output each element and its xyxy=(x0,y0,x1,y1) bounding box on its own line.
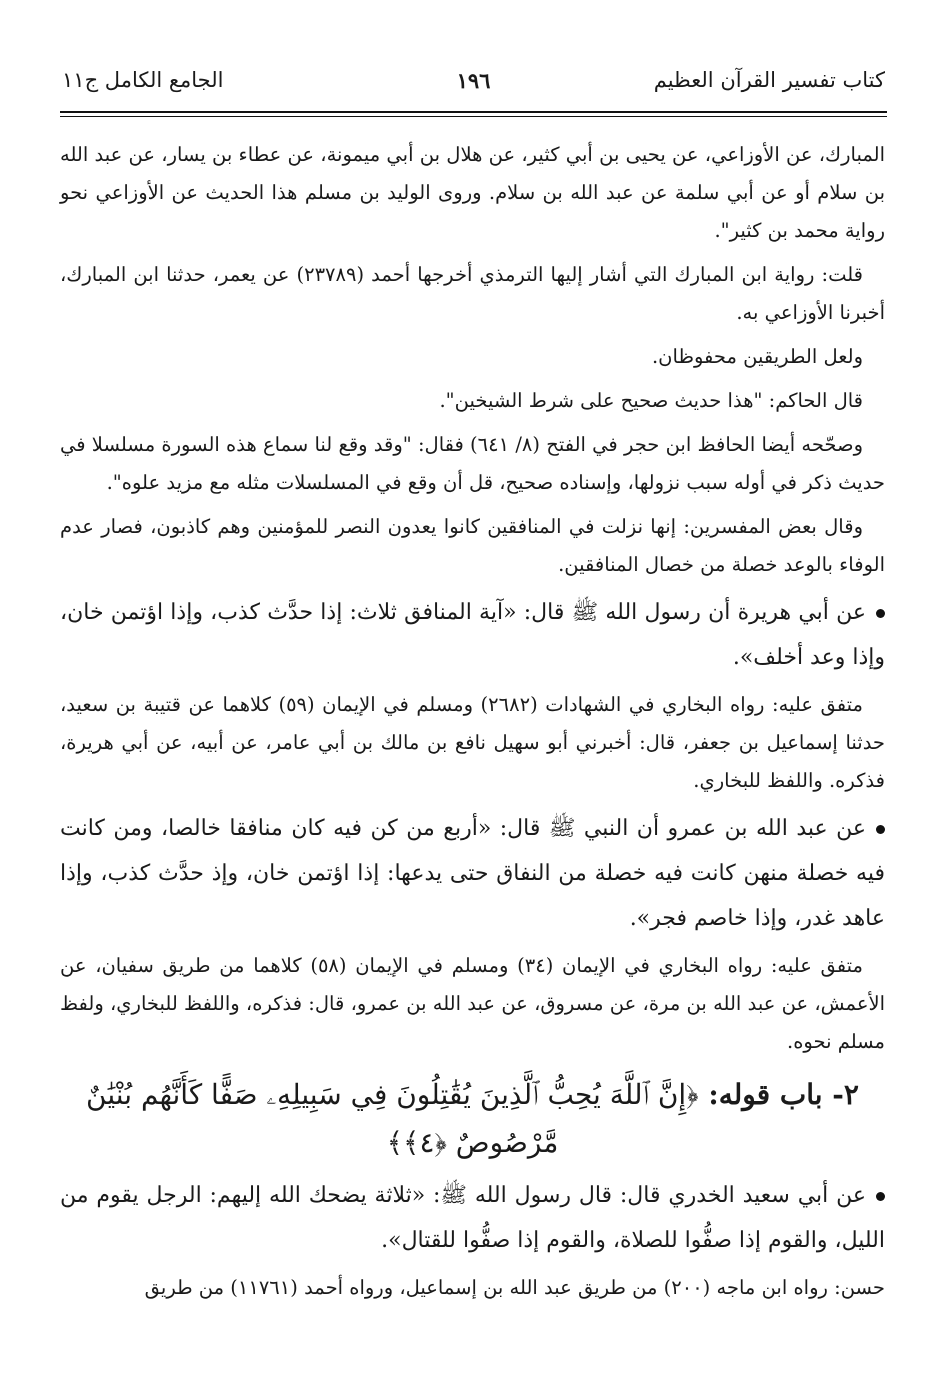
bullet-icon xyxy=(876,825,885,834)
paragraph: ولعل الطريقين محفوظان. xyxy=(651,345,863,368)
page-number: ١٩٦ xyxy=(456,68,491,93)
chapter-label: ٢- باب قوله: xyxy=(708,1078,859,1111)
paragraph: متفق عليه: رواه البخاري في الشهادات (٢٦٨٢) ومسلم في الإيمان (٥٩) كلاهما عن قتيبة بن سعيد، حدثنا إسماعيل بن جعفر، قال: أخبرني أبو سهيل نافع بن مالك بن أبي عامر، عن أبيه، عن أبي هريرة، فذكره. واللفظ للبخاري. xyxy=(60,693,885,792)
paragraph: المبارك، عن الأوزاعي، عن يحيى بن أبي كثير، عن هلال بن أبي ميمونة، عن عطاء بن يسار، عن عبد الله بن سلام أو عن أبي سلمة عن عبد الله بن سلام. وروى الوليد بن مسلم هذا الحديث عن الأوزاعي نحو رواية محمد بن كثير". xyxy=(60,143,885,242)
page-header xyxy=(62,68,885,108)
bullet-icon xyxy=(876,609,885,618)
header-rule-thin xyxy=(60,116,887,117)
hadith-paragraph xyxy=(60,1173,885,1263)
header-rule xyxy=(60,111,887,113)
volume-label: الجامع الكامل ج١١ xyxy=(62,68,224,92)
page-body xyxy=(60,136,885,1307)
hadith-text: عن أبي هريرة أن رسول الله ﷺ قال: «آية المنافق ثلاث: إذا حدَّث كذب، وإذا اؤتمن خان، وإذا وعد أخلف». xyxy=(60,600,885,670)
bullet-icon xyxy=(876,1192,885,1201)
paragraph: وصحّحه أيضا الحافظ ابن حجر في الفتح (٨/ ٦٤١) فقال: "وقد وقع لنا سماع هذه السورة مسلسلا في حديث ذكر في أوله سبب نزولها، وإسناده صحيح، قل أن وقع في المسلسلات مثله مع مزيد علوه". xyxy=(60,433,885,494)
quran-verse: ﴿إِنَّ ٱللَّهَ يُحِبُّ ٱلَّذِينَ يُقَٰتِلُونَ فِي سَبِيلِهِۦ صَفًّا كَأَنَّهُم بُنْيَٰنٌ مَّرْصُوصٌ ﴿٤﴾﴾ xyxy=(86,1078,699,1159)
paragraph: حسن: رواه ابن ماجه (٢٠٠) من طريق عبد الله بن إسماعيل، ورواه أحمد (١١٧٦١) من طريق xyxy=(144,1276,885,1299)
paragraph: متفق عليه: رواه البخاري في الإيمان (٣٤) ومسلم في الإيمان (٥٨) كلاهما من طريق سفيان، عن الأعمش، عن عبد الله بن مرة، عن مسروق، عن عبد الله بن عمرو، قال: فذكره، واللفظ للبخاري، ولفظ مسلم نحوه. xyxy=(60,954,885,1053)
hadith-text: عن أبي سعيد الخدري قال: قال رسول الله ﷺ: «ثلاثة يضحك الله إليهم: الرجل يقوم من الليل، والقوم إذا صفُّوا للصلاة، والقوم إذا صفُّوا للقتال». xyxy=(60,1183,885,1253)
paragraph: قلت: رواية ابن المبارك التي أشار إليها الترمذي أخرجها أحمد (٢٣٧٨٩) عن يعمر، حدثنا ابن المبارك، أخبرنا الأوزاعي به. xyxy=(60,263,885,324)
chapter-heading xyxy=(60,1071,885,1167)
paragraph: وقال بعض المفسرين: إنها نزلت في المنافقين كانوا يعدون النصر للمؤمنين وهم كاذبون، فصار عدم الوفاء بالوعد خصلة من خصال المنافقين. xyxy=(60,515,885,576)
hadith-text: عن عبد الله بن عمرو أن النبي ﷺ قال: «أربع من كن فيه كان منافقا خالصا، ومن كانت فيه خصلة منهن كانت فيه خصلة من النفاق حتى يدعها: إذا اؤتمن خان، وإذ حدَّث كذب، وإذا عاهد غدر، وإذا خاصم فجر». xyxy=(60,816,885,931)
hadith-paragraph xyxy=(60,590,885,680)
hadith-paragraph xyxy=(60,806,885,941)
book-title: كتاب تفسير القرآن العظيم xyxy=(653,68,885,92)
paragraph: قال الحاكم: "هذا حديث صحيح على شرط الشيخين". xyxy=(439,389,863,412)
